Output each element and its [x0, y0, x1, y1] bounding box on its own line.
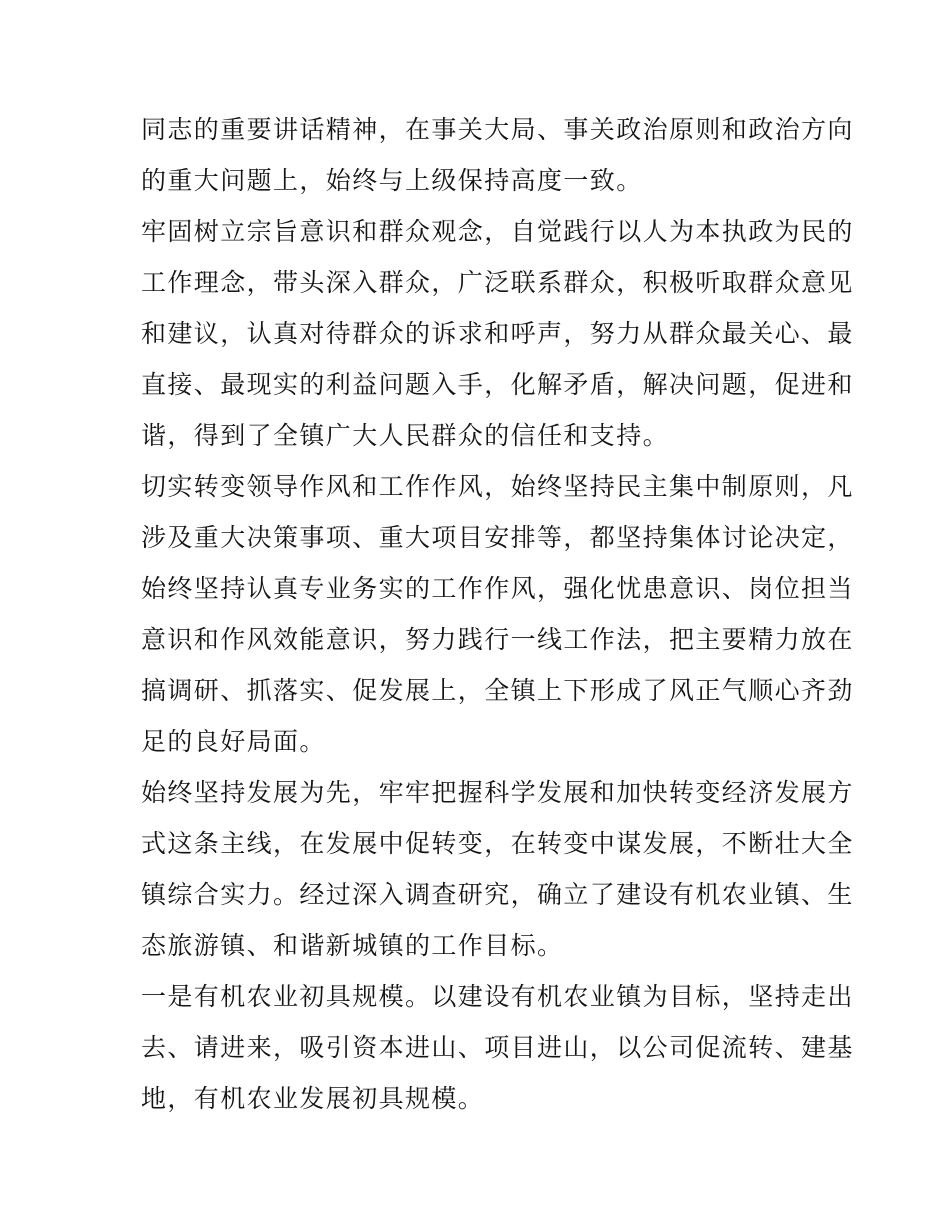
paragraph-1 — [141, 104, 854, 206]
text-line: 谐，得到了全镇广大人民群众的信任和支持。 — [141, 421, 670, 450]
text-line: 去、请进来，吸引资本进山、项目进山，以公司促流转、建基 — [141, 1033, 854, 1062]
text-line: 地，有机农业发展初具规模。 — [141, 1084, 485, 1113]
text-line: 一是有机农业初具规模。以建设有机农业镇为目标，坚持走出 — [141, 982, 854, 1011]
text-line: 切实转变领导作风和工作作风，始终坚持民主集中制原则，凡 — [141, 472, 854, 501]
text-line: 的重大问题上，始终与上级保持高度一致。 — [141, 166, 643, 195]
paragraph-2 — [141, 206, 854, 461]
text-line: 工作理念，带头深入群众，广泛联系群众，积极听取群众意见 — [141, 268, 854, 297]
text-line: 始终坚持认真专业务实的工作作风，强化忧患意识、岗位担当 — [141, 574, 854, 603]
text-line: 足的良好局面。 — [141, 727, 326, 756]
text-line: 和建议，认真对待群众的诉求和呼声，努力从群众最关心、最 — [141, 319, 854, 348]
text-line: 意识和作风效能意识，努力践行一线工作法，把主要精力放在 — [141, 625, 854, 654]
text-line: 涉及重大决策事项、重大项目安排等，都坚持集体讨论决定， — [141, 523, 854, 552]
text-line: 始终坚持发展为先，牢牢把握科学发展和加快转变经济发展方 — [141, 778, 854, 807]
text-line: 式这条主线，在发展中促转变，在转变中谋发展，不断壮大全 — [141, 829, 854, 858]
text-line: 牢固树立宗旨意识和群众观念，自觉践行以人为本执政为民的 — [141, 217, 854, 246]
paragraph-3 — [141, 461, 854, 767]
document-body — [141, 104, 854, 1124]
text-line: 态旅游镇、和谐新城镇的工作目标。 — [141, 931, 564, 960]
paragraph-5 — [141, 971, 854, 1124]
paragraph-4 — [141, 767, 854, 971]
text-line: 同志的重要讲话精神，在事关大局、事关政治原则和政治方向 — [141, 115, 854, 144]
text-line: 直接、最现实的利益问题入手，化解矛盾，解决问题，促进和 — [141, 370, 854, 399]
text-line: 搞调研、抓落实、促发展上，全镇上下形成了风正气顺心齐劲 — [141, 676, 854, 705]
text-line: 镇综合实力。经过深入调查研究，确立了建设有机农业镇、生 — [141, 880, 854, 909]
